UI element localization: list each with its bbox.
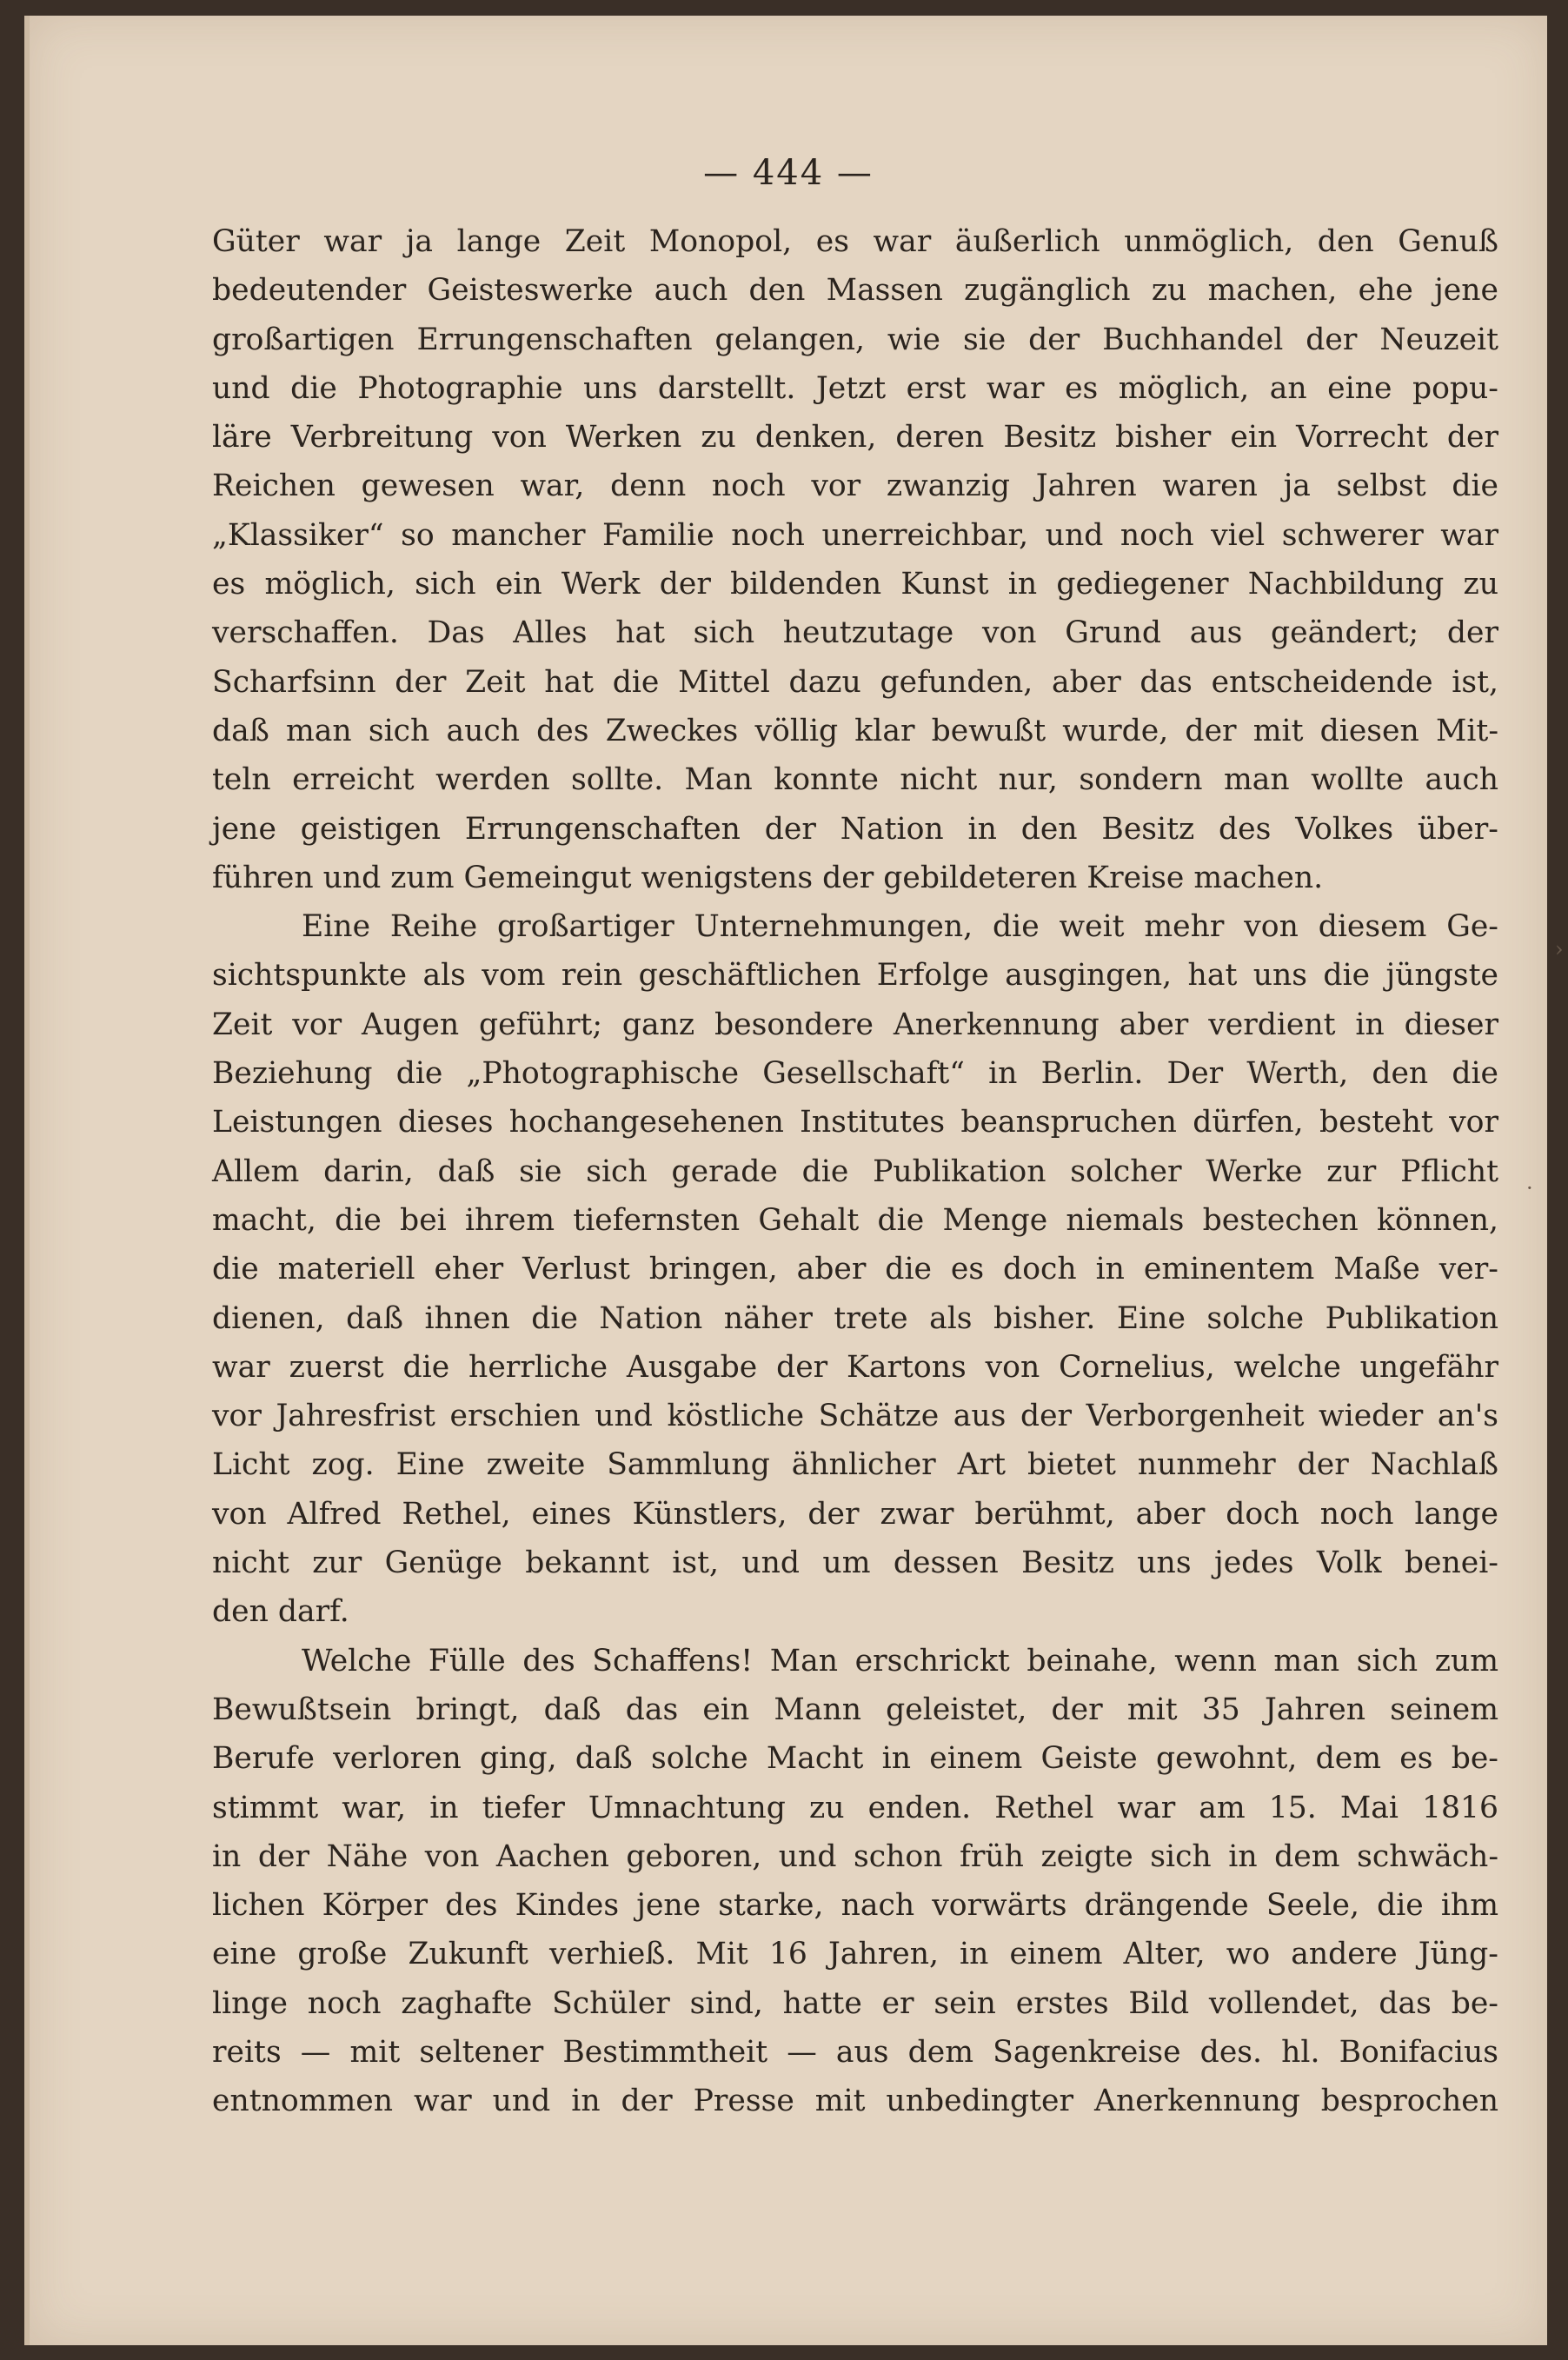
text-line: führen und zum Gemeingut wenigstens der gebildeteren Kreise machen. — [212, 860, 1324, 895]
margin-mark: · — [1526, 1176, 1533, 1200]
text-line: war zuerst die herrliche Ausgabe der Kartons von Cornelius, welche ungefähr — [212, 1349, 1498, 1385]
text-line: bedeutender Geisteswerke auch den Massen zugänglich zu machen, ehe jene — [212, 273, 1498, 309]
text-line: Scharfsinn der Zeit hat die Mittel dazu gefunden, aber das entscheidende ist, — [212, 664, 1498, 700]
text-line: linge noch zaghafte Schüler sind, hatte er sein erstes Bild vollendet, das be- — [212, 1985, 1498, 2021]
text-line: in der Nähe von Aachen geboren, und schon früh zeigte sich in dem schwäch- — [212, 1838, 1498, 1874]
text-line: vor Jahresfrist erschien und köstliche Schätze aus der Verborgenheit wieder an's — [212, 1399, 1498, 1434]
text-line: Güter war ja lange Zeit Monopol, es war äußerlich unmöglich, den Genuß — [212, 224, 1498, 259]
text-line: daß man sich auch des Zweckes völlig klar bewußt wurde, der mit diesen Mit- — [212, 713, 1498, 748]
body-text — [212, 217, 1498, 2126]
text-line: Berufe verloren ging, daß solche Macht in einem Geiste gewohnt, dem es be- — [212, 1741, 1498, 1777]
margin-mark: › — [1555, 937, 1564, 961]
text-line: dienen, daß ihnen die Nation näher trete als bisher. Eine solche Publikation — [212, 1300, 1498, 1336]
page-number: — 444 — — [703, 153, 874, 193]
text-line: eine große Zukunft verhieß. Mit 16 Jahren, in einem Alter, wo andere Jüng- — [212, 1937, 1498, 1972]
text-line: macht, die bei ihrem tiefernsten Gehalt die Menge niemals bestechen können, — [212, 1202, 1498, 1238]
text-line: verschaffen. Das Alles hat sich heutzutage von Grund aus geändert; der — [212, 615, 1498, 651]
text-line: entnommen war und in der Presse mit unbedingter Anerkennung besprochen — [212, 2084, 1498, 2119]
book-page — [24, 16, 1564, 2345]
text-line: Beziehung die „Photographische Gesellschaft“ in Berlin. Der Werth, den die — [212, 1056, 1498, 1092]
text-line: die materiell eher Verlust bringen, aber die es doch in eminentem Maße ver- — [212, 1252, 1498, 1287]
text-line: Reichen gewesen war, denn noch vor zwanzig Jahren waren ja selbst die — [212, 469, 1498, 504]
text-line: läre Verbreitung von Werken zu denken, deren Besitz bisher ein Vorrecht der — [212, 420, 1498, 455]
text-line: es möglich, sich ein Werk der bildenden Kunst in gediegener Nachbildung zu — [212, 567, 1498, 602]
text-line: teln erreicht werden sollte. Man konnte nicht nur, sondern man wollte auch — [212, 762, 1498, 798]
text-line: Licht zog. Eine zweite Sammlung ähnlicher Art bietet nunmehr der Nachlaß — [212, 1447, 1498, 1483]
text-line: Zeit vor Augen geführt; ganz besondere Anerkennung aber verdient in dieser — [212, 1007, 1498, 1042]
text-line: „Klassiker“ so mancher Familie noch unerreichbar, und noch viel schwerer war — [212, 517, 1498, 553]
text-line: nicht zur Genüge bekannt ist, und um dessen Besitz uns jedes Volk benei- — [212, 1546, 1498, 1581]
text-line: großartigen Errungenschaften gelangen, wie sie der Buchhandel der Neuzeit — [212, 322, 1498, 357]
text-line: von Alfred Rethel, eines Künstlers, der zwar berühmt, aber doch noch lange — [212, 1496, 1498, 1532]
text-line: stimmt war, in tiefer Umnachtung zu enden. Rethel war am 15. Mai 1816 — [212, 1790, 1498, 1825]
text-line: Allem darin, daß sie sich gerade die Publikation solcher Werke zur Pflicht — [212, 1153, 1498, 1189]
text-line: sichtspunkte als vom rein geschäftlichen Erfolge ausgingen, hat uns die jüngste — [212, 958, 1498, 994]
text-line: Bewußtsein bringt, daß das ein Mann geleistet, der mit 35 Jahren seinem — [212, 1692, 1498, 1727]
text-line: reits — mit seltener Bestimmtheit — aus dem Sagenkreise des. hl. Bonifacius — [212, 2034, 1498, 2070]
text-line: Eine Reihe großartiger Unternehmungen, die weit mehr von diesem Ge- — [302, 909, 1498, 945]
text-line: jene geistigen Errungenschaften der Nation in den Besitz des Volkes über- — [212, 811, 1498, 847]
text-line: lichen Körper des Kindes jene starke, nach vorwärts drängende Seele, die ihm — [212, 1888, 1498, 1924]
text-line: und die Photographie uns darstellt. Jetzt erst war es möglich, an eine popu- — [212, 370, 1498, 406]
text-line: den darf. — [212, 1594, 349, 1630]
text-line: Leistungen dieses hochangesehenen Institutes beanspruchen dürfen, besteht vor — [212, 1105, 1498, 1140]
text-line: Welche Fülle des Schaffens! Man erschrickt beinahe, wenn man sich zum — [302, 1643, 1498, 1679]
